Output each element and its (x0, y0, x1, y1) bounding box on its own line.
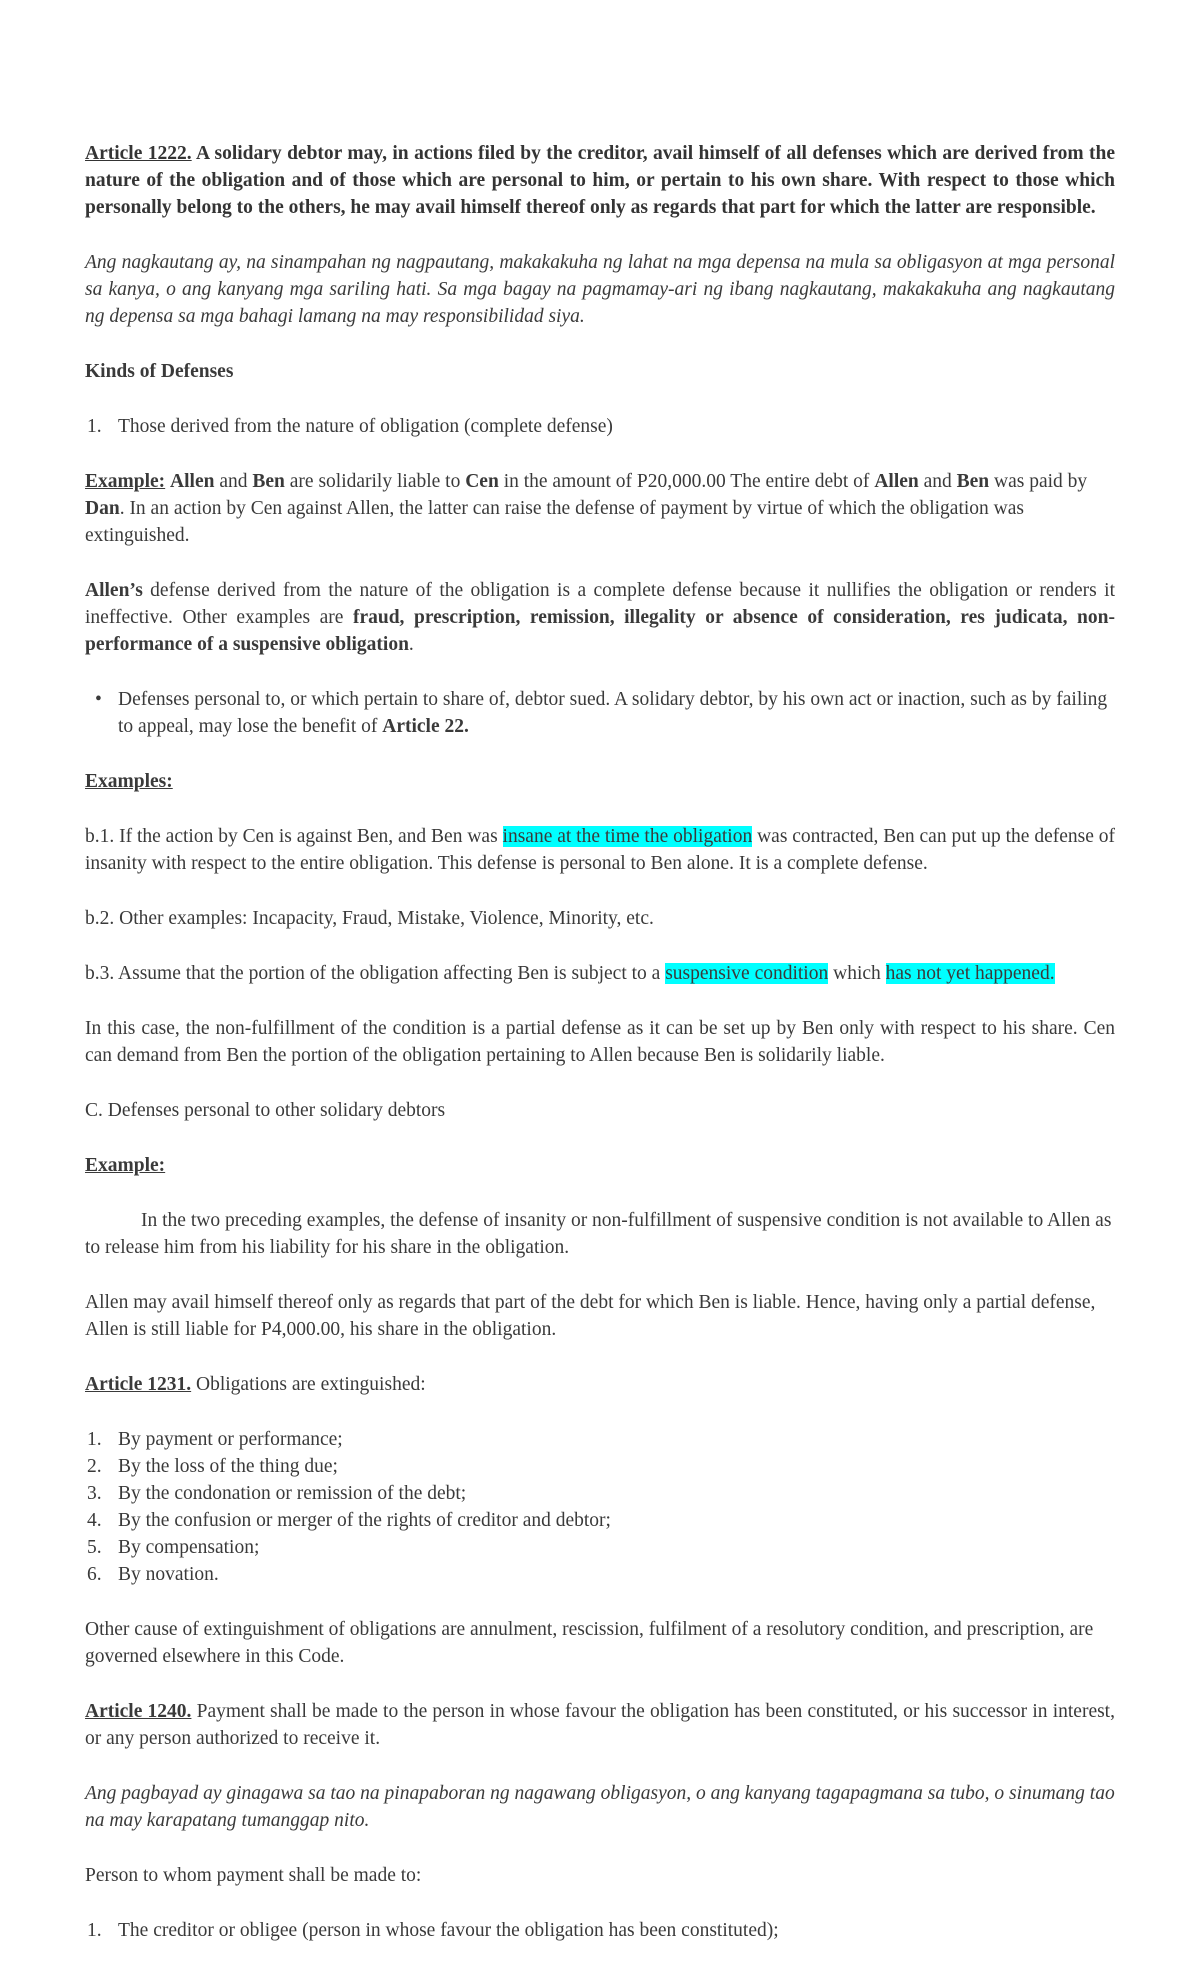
text-run: C. Defenses personal to other solidary debtors (85, 1100, 446, 1121)
text-run: By payment or performance; (118, 1429, 343, 1450)
text-run: Other cause of extinguishment of obligations are annulment, rescission, fulfilment of a resolutory condition, and prescription, are governed elsewhere in this Code. (85, 1619, 1094, 1667)
list-item (85, 1480, 1115, 1507)
list-item (85, 1507, 1115, 1534)
text-run: In this case, the non-fulfillment of the condition is a partial defense as it can be set up by Ben only with respect to his share. Cen can demand from Ben the portion of the obligation pertaining to Allen because Ben is solidarily liable. (85, 1018, 1115, 1066)
example-c-heading (85, 1152, 1115, 1179)
text-run: defense derived from the nature of the obligation is a complete defense because it nullifies the obligation or renders it ineffective. Other examples are (85, 580, 1115, 628)
highlighted-text: suspensive condition (665, 963, 829, 984)
list-item (85, 1561, 1115, 1588)
text-run: . (408, 634, 414, 655)
text-run: Example: (85, 1155, 166, 1176)
list-item (85, 1534, 1115, 1561)
payment-persons-list (85, 1917, 1115, 1944)
text-run: The creditor or obligee (person in whose favour the obligation has been constituted); (118, 1920, 779, 1941)
allens-defense-paragraph (85, 577, 1115, 658)
text-run: Allen may avail himself thereof only as regards that part of the debt for which Ben is liable. Hence, having only a partial defense, Allen is still liable for P4,000.00, his share in the obligation. (85, 1292, 1096, 1340)
example-c-body (85, 1207, 1115, 1261)
list-item (85, 1917, 1115, 1944)
kinds-of-defenses-heading (85, 358, 1115, 385)
text-run: Payment shall be made to the person in whose favour the obligation has been constituted, or his successor in interest, or any person authorized to receive it. (85, 1701, 1115, 1749)
text-run: By the loss of the thing due; (118, 1456, 338, 1477)
text-run: Dan (85, 498, 120, 519)
text-run: Allen (170, 471, 215, 492)
text-run: Ang pagbayad ay ginagawa sa tao na pinapaboran ng nagawang obligasyon, o ang kanyang tagapagmana sa tubo, o sinumang tao na may karapatang tumanggap nito. (85, 1783, 1115, 1831)
text-run: fraud, prescription, remission, illegality or absence of consideration, res judicata, non-performance of a suspensive obligation (85, 607, 1115, 655)
personal-defenses-bullet-list (85, 686, 1115, 740)
example-b3 (85, 960, 1115, 987)
article-1222-paragraph (85, 140, 1115, 221)
text-run: Cen (465, 471, 499, 492)
text-run: A solidary debtor may, in actions filed by the creditor, avail himself of all defenses which are derived from the nature of the obligation and of those which are personal to him, or pertain to his own share. With respect to those which personally belong to the others, he may avail himself thereof only as regards that part for which the latter are responsible. (85, 143, 1115, 218)
kinds-of-defenses-list (85, 413, 1115, 440)
text-run: which (828, 963, 886, 984)
partial-defense-paragraph (85, 1015, 1115, 1069)
example-b2 (85, 905, 1115, 932)
text-run: Ang nagkautang ay, na sinampahan ng nagpautang, makakakuha ng lahat na mga depensa na mula sa obligasyon at mga personal sa kanya, o ang kanyang mga sariling hati. Sa mga bagay na pagmamay-ari ng ibang nagkautang, makakakuha ang nagkautang ng depensa sa mga bahagi lamang na may responsibilidad siya. (85, 252, 1115, 327)
example-b1 (85, 823, 1115, 877)
text-run: and (214, 471, 253, 492)
text-run: Kinds of Defenses (85, 361, 234, 382)
text-run: Article 1240. (85, 1701, 192, 1722)
example-article-1222 (85, 468, 1115, 549)
text-run: was paid by (989, 471, 1088, 492)
text-run: Ben (252, 471, 285, 492)
text-run: in the amount of P20,000.00 The entire debt of (498, 471, 875, 492)
text-run: By the condonation or remission of the debt; (118, 1483, 467, 1504)
list-item (85, 413, 1115, 440)
other-causes-paragraph (85, 1616, 1115, 1670)
list-item (85, 1426, 1115, 1453)
section-c-heading (85, 1097, 1115, 1124)
list-item (85, 686, 1115, 740)
text-run: Defenses personal to, or which pertain to share of, debtor sued. A solidary debtor, by his own act or inaction, such as by failing to appeal, may lose the benefit of (118, 689, 1108, 737)
text-run: Person to whom payment shall be made to: (85, 1865, 422, 1886)
text-run: In the two preceding examples, the defense of insanity or non-fulfillment of suspensive condition is not available to Allen as to release him from his liability for his share in the obligation. (85, 1210, 1112, 1258)
text-run: By the confusion or merger of the rights of creditor and debtor; (118, 1510, 611, 1531)
text-run: Article 1231. (85, 1374, 192, 1395)
text-run: b.2. Other examples: Incapacity, Fraud, Mistake, Violence, Minority, etc. (85, 908, 654, 929)
text-run: Those derived from the nature of obligation (complete defense) (118, 416, 613, 437)
highlighted-text: has not yet happened. (885, 963, 1055, 984)
text-run: Ben (956, 471, 990, 492)
article-1240-paragraph (85, 1698, 1115, 1752)
text-run: and (918, 471, 957, 492)
article-1240-translation (85, 1780, 1115, 1834)
article-1231-list (85, 1426, 1115, 1588)
text-run: By novation. (118, 1564, 219, 1585)
text-run: Example: (85, 471, 166, 492)
examples-heading (85, 768, 1115, 795)
text-run: Allen (874, 471, 919, 492)
text-run: was contracted, Ben can put up the defense of insanity with respect to the entire obligation. This defense is personal to Ben alone. It is a complete defense. (85, 826, 1115, 874)
payment-persons-heading (85, 1862, 1115, 1889)
text-run: b.1. If the action by Cen is against Ben, and Ben was (85, 826, 503, 847)
text-run: By compensation; (118, 1537, 260, 1558)
article-1231-paragraph (85, 1371, 1115, 1398)
text-run: Article 1222. (85, 143, 192, 164)
text-run: b.3. Assume that the portion of the obligation affecting Ben is subject to a (85, 963, 666, 984)
text-run: Obligations are extinguished: (191, 1374, 426, 1395)
text-run: Article 22. (382, 716, 469, 737)
allen-partial-liability-paragraph (85, 1289, 1115, 1343)
text-run: are solidarily liable to (284, 471, 466, 492)
list-item (85, 1453, 1115, 1480)
article-1222-translation (85, 249, 1115, 330)
text-run: . In an action by Cen against Allen, the latter can raise the defense of payment by virtue of which the obligation was extinguished. (85, 498, 1024, 546)
text-run: Examples: (85, 771, 173, 792)
text-run: Allen’s (85, 580, 143, 601)
highlighted-text: insane at the time the obligation (502, 826, 753, 847)
